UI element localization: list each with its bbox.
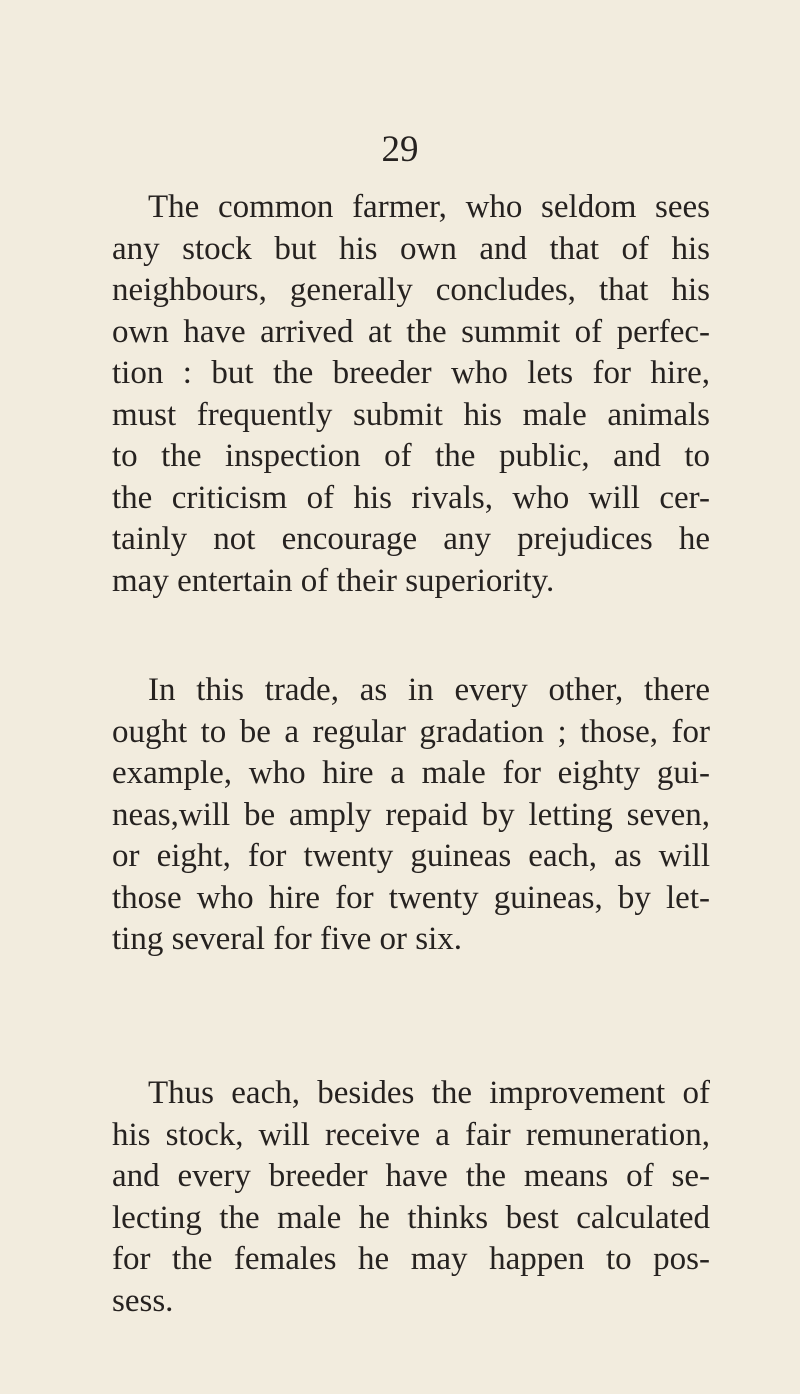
text-line: example, who hire a male for eighty gui- — [112, 755, 710, 791]
text-line: or eight, for twenty guineas each, as will — [112, 838, 710, 874]
text-line: tion : but the breeder who lets for hire, — [112, 355, 710, 391]
paragraph-2 — [112, 670, 710, 961]
text-line: Thus each, besides the improvement of — [148, 1075, 710, 1111]
text-line: sess. — [112, 1282, 174, 1319]
text-line: lecting the male he thinks best calculated — [112, 1199, 710, 1236]
paragraph-1 — [112, 187, 710, 602]
text-line: to the inspection of the public, and to — [112, 438, 710, 474]
text-line: may entertain of their superiority. — [112, 562, 555, 599]
text-line: In this trade, as in every other, there — [148, 672, 710, 708]
text-line: ought to be a regular gradation ; those, for — [112, 713, 710, 750]
text-line: tainly not encourage any prejudices he — [112, 521, 710, 557]
text-line: any stock but his own and that of his — [112, 230, 710, 267]
text-line: must frequently submit his male animals — [112, 396, 710, 433]
text-line: for the females he may happen to pos- — [112, 1241, 710, 1277]
text-line: The common farmer, who seldom sees — [148, 189, 710, 225]
text-line: neighbours, generally concludes, that his — [112, 272, 710, 308]
text-line: and every breeder have the means of se- — [112, 1158, 710, 1194]
text-line: his stock, will receive a fair remuneration, — [112, 1116, 710, 1153]
paragraph-3 — [112, 1073, 710, 1322]
text-line: the criticism of his rivals, who will cer- — [112, 479, 710, 516]
text-line: neas,will be amply repaid by letting seven, — [112, 796, 710, 833]
page-number: 29 — [381, 129, 419, 170]
text-line: those who hire for twenty guineas, by let- — [112, 879, 710, 916]
text-line: ting several for five or six. — [112, 921, 463, 957]
text-line: own have arrived at the summit of perfec- — [112, 313, 710, 350]
